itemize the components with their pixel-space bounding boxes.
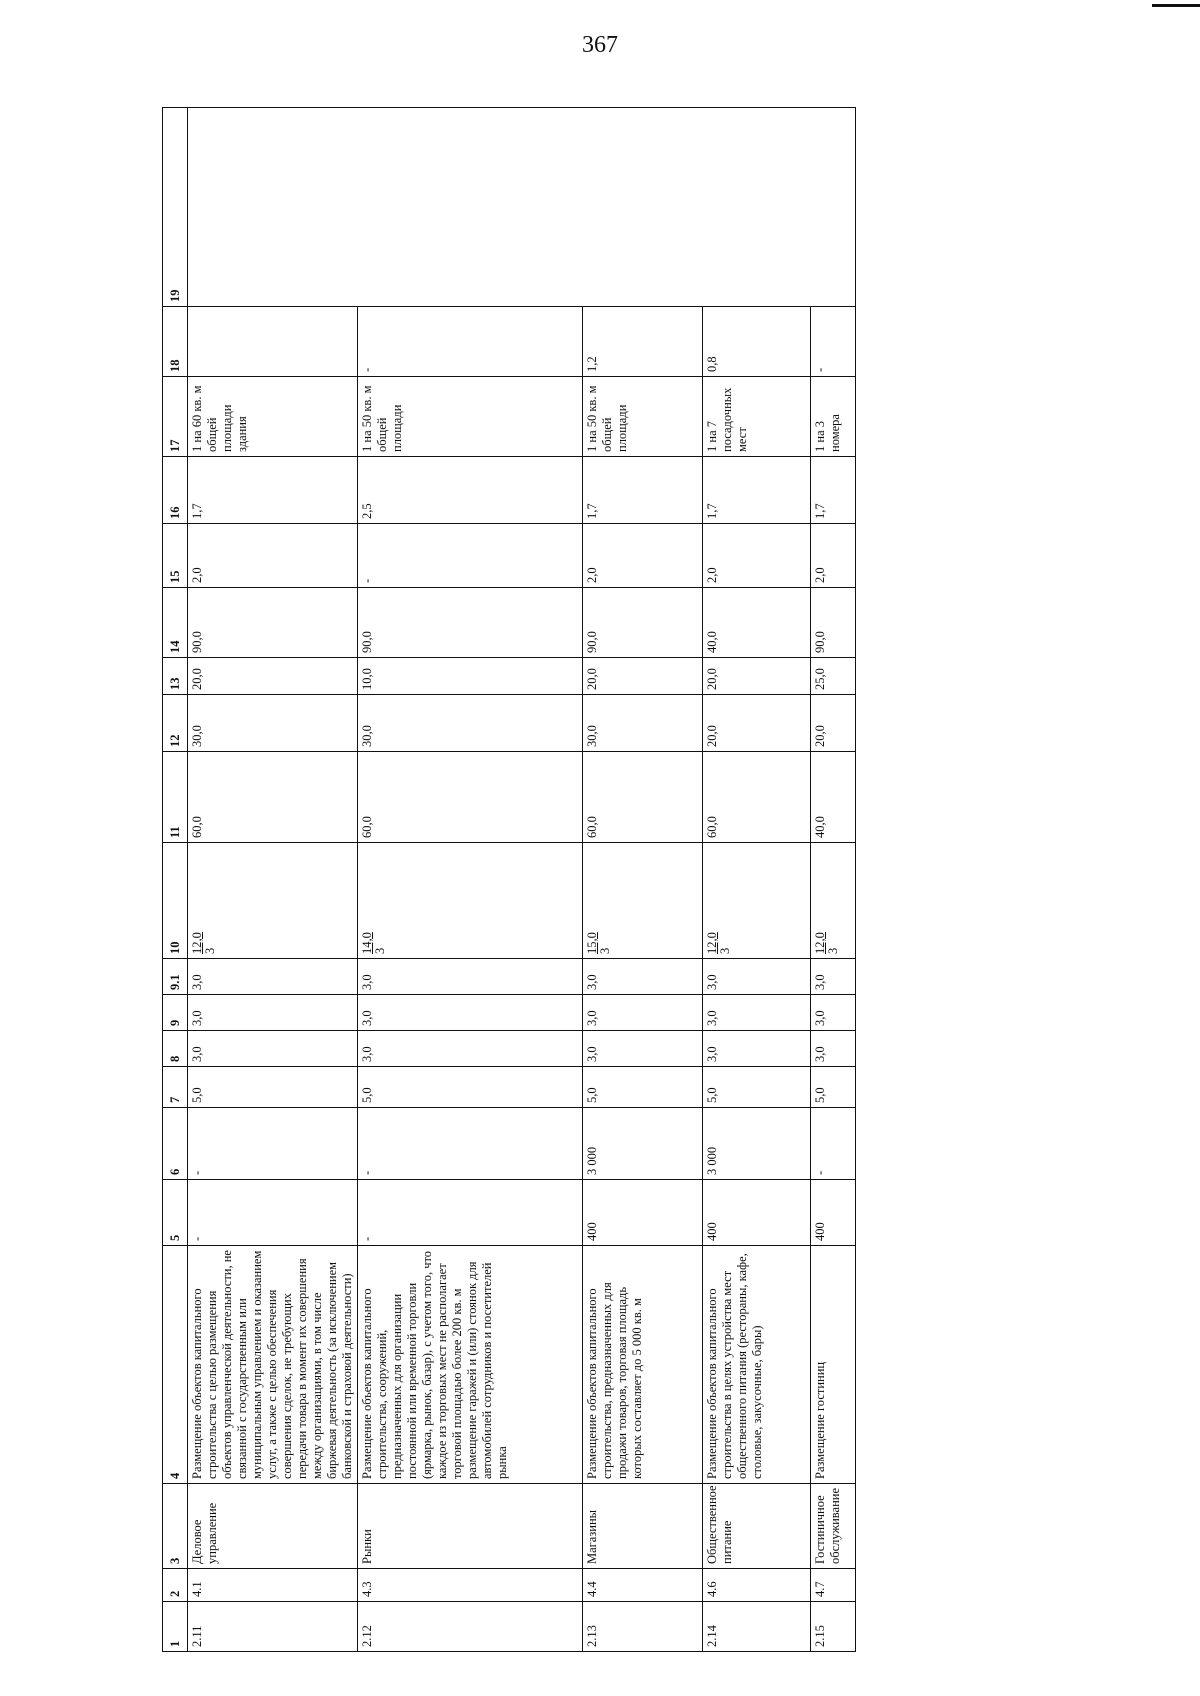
col-header: 13 [163,658,188,695]
fraction-denominator: 3 [826,947,840,954]
cell-value: 3 000 [703,1108,811,1180]
cell-value: 5,0 [811,1067,856,1108]
col-header: 2 [163,1569,188,1602]
cell-value: 3,0 [811,995,856,1031]
cell-value: 3,0 [358,1031,583,1067]
col-header: 10 [163,843,188,959]
cell-value: 3,0 [583,995,703,1031]
cell-value: 20,0 [811,695,856,752]
cell-parking: 1 на 50 кв. м общей площади [358,377,583,457]
cell-value: 3,0 [583,1031,703,1067]
cell-value: - [358,307,583,377]
col-header: 19 [163,108,188,307]
cell-value: 3,0 [703,959,811,995]
cell-value: 20,0 [188,658,358,695]
cell-fraction [583,843,703,959]
col-header: 14 [163,588,188,658]
cell-value: 5,0 [583,1067,703,1108]
cell-code: 4.6 [703,1569,811,1602]
cell-value: 3,0 [703,995,811,1031]
cell-value: 3,0 [188,1031,358,1067]
cell-use-type: Магазины [583,1484,703,1569]
table-row [188,108,358,1652]
col-header: 6 [163,1108,188,1180]
cell-value: 40,0 [811,752,856,843]
cell-value: - [811,307,856,377]
col-header: 5 [163,1180,188,1246]
col-header: 8 [163,1031,188,1067]
cell-value: 90,0 [583,588,703,658]
cell-number: 2.14 [703,1602,811,1652]
table-row [703,108,811,1652]
cell-value [188,307,358,377]
cell-value: 40,0 [703,588,811,658]
cell-value: 60,0 [583,752,703,843]
cell-value: 2,0 [811,524,856,588]
cell-description: Размещение объектов капитального строительства с целью размещения объектов управленческой деятельности, не связанной с государственным или муниципальным управлением и оказанием услуг, а также с целью обеспечения совершения сделок, не требующих передачи товара в момент их совершения между организациями, в том числе биржевая деятельность (за исключением банковской и страховой деятельности) [188,1246,358,1484]
table-row [583,108,703,1652]
cell-parking: 1 на 7 посадочных мест [703,377,811,457]
col-header: 17 [163,377,188,457]
cell-value: 3 000 [583,1108,703,1180]
col-header: 9.1 [163,959,188,995]
cell-value: 2,0 [583,524,703,588]
cell-column-19 [188,108,856,307]
cell-value: - [811,1108,856,1180]
header-row [163,108,188,1652]
col-header: 18 [163,307,188,377]
cell-code: 4.4 [583,1569,703,1602]
col-header: 3 [163,1484,188,1569]
cell-value: - [358,1180,583,1246]
cell-value: - [358,524,583,588]
cell-value: 5,0 [188,1067,358,1108]
col-header: 4 [163,1246,188,1484]
col-header: 16 [163,457,188,524]
cell-value: 1,7 [703,457,811,524]
cell-fraction [811,843,856,959]
cell-code: 4.7 [811,1569,856,1602]
col-header: 1 [163,1602,188,1652]
cell-value: 60,0 [703,752,811,843]
cell-code: 4.1 [188,1569,358,1602]
cell-value: 20,0 [703,658,811,695]
cell-use-type: Гостиничное обслуживание [811,1484,856,1569]
cell-value: 400 [583,1180,703,1246]
cell-value: 3,0 [188,995,358,1031]
cell-value: 10,0 [358,658,583,695]
cell-value: 25,0 [811,658,856,695]
cell-value: 1,7 [188,457,358,524]
cell-value: 3,0 [358,995,583,1031]
cell-value: - [188,1180,358,1246]
cell-code: 4.3 [358,1569,583,1602]
col-header: 15 [163,524,188,588]
col-header: 7 [163,1067,188,1108]
cell-description: Размещение объектов капитального строительства в целях устройства мест общественного питания (рестораны, кафе, столовые, закусочные, бары) [703,1246,811,1484]
fraction-denominator: 3 [373,947,387,954]
cell-value: 3,0 [811,959,856,995]
cell-value: 1,7 [583,457,703,524]
table-row [358,108,583,1652]
col-header: 11 [163,752,188,843]
regulations-table [162,107,856,1652]
cell-parking: 1 на 50 кв. м общей площади [583,377,703,457]
cell-description: Размещение объектов капитального строительства, предназначенных для продажи товаров, торговая площадь которых составляет до 5 000 кв. м [583,1246,703,1484]
fraction-denominator: 3 [203,947,217,954]
fraction-numerator: 14,0 [360,932,374,954]
cell-value: 90,0 [358,588,583,658]
cell-value: 90,0 [811,588,856,658]
cell-value: 2,0 [703,524,811,588]
cell-value: 20,0 [583,658,703,695]
cell-value: 30,0 [358,695,583,752]
col-header: 12 [163,695,188,752]
cell-value: 90,0 [188,588,358,658]
cell-fraction [358,843,583,959]
cell-value: - [358,1108,583,1180]
cell-number: 2.15 [811,1602,856,1652]
fraction-numerator: 12,0 [705,932,719,954]
cell-number: 2.12 [358,1602,583,1652]
cell-value: 400 [703,1180,811,1246]
cell-fraction [703,843,811,959]
cell-number: 2.11 [188,1602,358,1652]
cell-value: 5,0 [703,1067,811,1108]
cell-value: 3,0 [358,959,583,995]
cell-use-type: Общественное питание [703,1484,811,1569]
corner-mark [1152,4,1200,7]
cell-value: 30,0 [188,695,358,752]
cell-parking: 1 на 3 номера [811,377,856,457]
cell-value: 60,0 [188,752,358,843]
cell-value: 60,0 [358,752,583,843]
cell-value: 1,7 [811,457,856,524]
table-area [162,108,1010,1652]
col-header: 9 [163,995,188,1031]
fraction-denominator: 3 [718,947,732,954]
cell-value: 400 [811,1180,856,1246]
cell-value: 2,5 [358,457,583,524]
cell-description: Размещение объектов капитального строительства, сооружений, предназначенных для организации постоянной или временной торговли (ярмарка, рынок, базар), с учетом того, что каждое из торговых мест не располагает торговой площадью более 200 кв. м размещение гаражей и (или) стоянок для автомобилей сотрудников и посетителей рынка [358,1246,583,1484]
cell-value: 3,0 [811,1031,856,1067]
cell-fraction [188,843,358,959]
fraction-denominator: 3 [598,947,612,954]
fraction-numerator: 15,0 [585,932,599,954]
cell-use-type: Рынки [358,1484,583,1569]
page-number: 367 [582,32,618,58]
cell-value: 30,0 [583,695,703,752]
cell-value: 3,0 [703,1031,811,1067]
cell-description: Размещение гостиниц [811,1246,856,1484]
cell-number: 2.13 [583,1602,703,1652]
cell-value: 20,0 [703,695,811,752]
cell-value: 2,0 [188,524,358,588]
fraction-numerator: 12,0 [190,932,204,954]
cell-parking: 1 на 60 кв. м общей площади здания [188,377,358,457]
cell-value: 5,0 [358,1067,583,1108]
cell-value: 3,0 [188,959,358,995]
cell-value: 1,2 [583,307,703,377]
rotated-table [162,108,1010,1652]
table-row [811,108,856,1652]
cell-use-type: Деловое управление [188,1484,358,1569]
fraction-numerator: 12,0 [813,932,827,954]
cell-value: 0,8 [703,307,811,377]
cell-value: - [188,1108,358,1180]
cell-value: 3,0 [583,959,703,995]
